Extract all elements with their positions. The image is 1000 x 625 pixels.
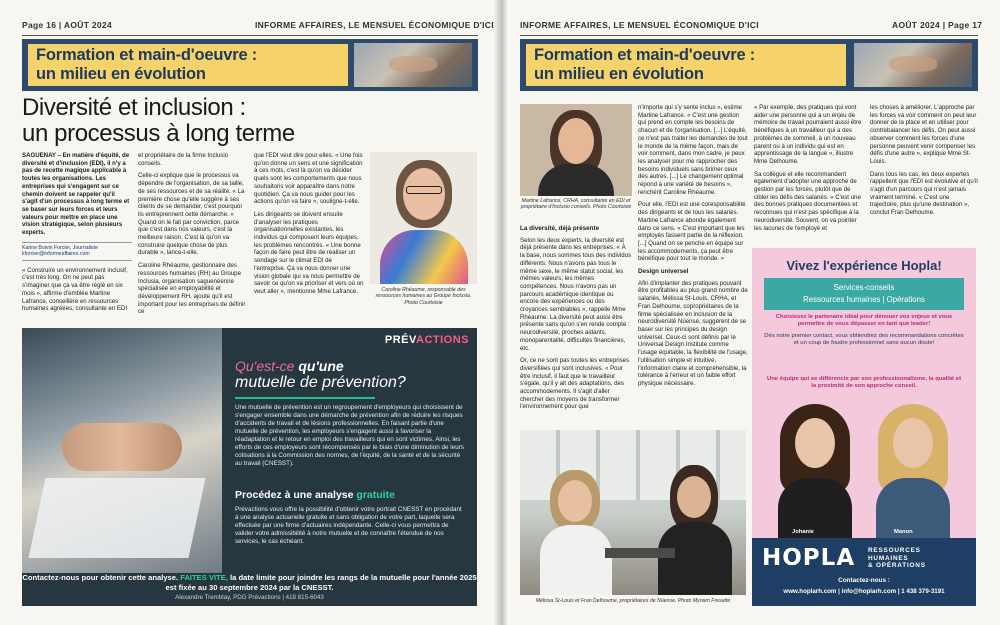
banner-title-box: [526, 44, 846, 86]
banner-title-line2: un milieu en évolution: [36, 65, 206, 83]
ad-contact: Alexandre Tremblay, PDG Prévactions | 418 815-6043: [175, 594, 324, 601]
paragraph: que l'EDI veut dire pour elles. « Une fois qu'on donne un sens et une signification à ces mots, c'est là qu'on va décider quels sont les comportements que nous souhaitons voir apparaître dans notre quotidien. Ça va nous guider pour les actions qu'on va faire », souligne-t-elle.: [254, 152, 363, 206]
banner-photo: [354, 43, 472, 87]
ad-body-1: Une mutuelle de prévention est un regroupement d'employeurs qui choisissent de s'engager ensemble dans une démarche de prévention afin de réduire les risques d'accidents de travail et de lésions professionnelles. En faisant partie d'une mutuelle de prévention, les employeurs s'engagent aussi à favoriser la réadaptation et le retour en emploi des travailleurs qui en sont victimes. Ainsi, les efforts de ces employeurs sont récompensés par le biais d'une diminution de leurs cotisations à la Commission des normes, de l'équité, de la santé et de la sécurité au travail (CNESST).: [235, 404, 464, 467]
article-column-2: [138, 152, 248, 324]
paragraph: Afin d'implanter des pratiques pouvant être profitables au plus grand nombre de salariés, Mélissa St-Louis, CRHA, et Fran Delhoume, copropriétaires de la firme spécialisée en inclusion de la neurodiversité Nüense, suggèrent de se baser sur les principes du design universel. Ceux-ci sont définis par le Universal Design Institute comme l'usage équitable, la flexibilité de l'usage, l'utilisation simple et intuitive, l'information claire et compréhensible, la tolérance à l'erreur et un faible effort physique nécessaire.: [638, 279, 748, 387]
byline-name: Karine Boivin Forcier, Journaliste: [22, 244, 98, 251]
ad-footer: Contactez-nous pour obtenir cette analyse. FAITES VITE, la date limite pour joindre les rangs de la mutuelle pour l'année 2025 est fixée au 30 septembre 2024 par la CNESST.: [22, 573, 477, 592]
hopla-contact-info: www.hoplarh.com | info@hoplarh.com | 1 438 379-3191: [783, 588, 945, 595]
banner-title-line2: un milieu en évolution: [534, 65, 704, 83]
prevactions-logo: PRÉVACTIONS: [384, 334, 469, 346]
paragraph: « Construire un environnement inclusif, c'est très long. On ne peut pas s'imaginer que ça va être réglé en six mois », affirme d'emblée Martine Lafrance, conseillère en ressources humaines agréées, consultante en EDI: [22, 266, 128, 313]
advertisement-prevactions: [22, 328, 477, 606]
photo-caption-nuense: Mélissa St-Louis et Fran Delhoume, propriétaires de Nüense. Photo Myriam Fresette: [535, 598, 731, 604]
banner-title-line1: Formation et main-d'oeuvre :: [534, 46, 756, 64]
folio-publication-right: INFORME AFFAIRES, LE MENSUEL ÉCONOMIQUE D'ICI: [520, 20, 759, 30]
hopla-text-2: Une équipe qui se différencie par son professionnalisme, la qualité et la proximité de son approche conseil.: [766, 376, 962, 390]
hopla-logo-bar: [752, 538, 976, 606]
person-name-manon: Manon: [894, 529, 913, 535]
article-column-1: [22, 152, 132, 324]
section-banner: [22, 39, 478, 91]
folio-rule: [22, 35, 478, 36]
banner-photo: [854, 43, 972, 87]
article-column-r4: [870, 104, 978, 244]
paragraph: Or, ce ne sont pas toutes les entreprises diversifiées qui sont inclusives. « Pour être inclusif, il faut que le travailleur s'égale, qu'il y ait des adaptations, des accommodements. Il s'agit d'aller chercher des moyens de transformer l'environnement pour que: [520, 357, 630, 411]
paragraph: Pour elle, l'EDI est une coresponsabilité des dirigeants et de tous les salariés. Martine Lafrance abonde également dans ce sens. « C'est important que les employés fassent partie de la réflexion. [...] Quand on se penche en équipe sur les accommodements, ça peut être bénéfique pour tout le monde. »: [638, 201, 746, 263]
folio-rule: [520, 35, 978, 36]
paragraph: Celle-ci explique que le processus va dépendre de l'organisation, de sa taille, de ses ressources et de sa réalité. « La première chose qu'elle suggère à ses clients de se demander, c'est pourquoi ils entreprennent cette démarche. « Quand on le fait par conviction, parce que c'est dans nos valeurs, c'est la meilleure raison. C'est là qu'on va construire quelque chose de plus durable », lance-t-elle.: [138, 172, 245, 257]
paragraph: Dans tous les cas, les deux expertes rappellent que l'EDI est évolutive et qu'il s'agit d'un parcours qui n'est jamais vraiment terminé. « C'est une trajectoire, plus qu'une destination », conclut Fran Delhoume.: [870, 170, 978, 217]
banner-title-box: [28, 44, 348, 86]
article-lead: SAGUENAY – En matière d'équité, de diversité et d'inclusion (EDI), il n'y a pas de recette magique applicable à toutes les organisations. Les entreprises qui s'engagent sur ce chemin doivent se rappeler qu'il s'agit d'un processus à long terme et se baser sur leurs forces et leurs valeurs pour mettre en place une vision stratégique, selon plusieurs experts.: [22, 152, 130, 237]
headline-line1: Diversité et inclusion :: [22, 94, 246, 121]
hopla-text-1: Choisissez le partenaire idéal pour dénouer vos enjeux et vous permettre de vous dépasser en tant que leader! Dès notre premier contact, vous obtiendrez des recommandations concrètes et un coup de foudre professionnel sans aucun doute!: [764, 314, 964, 347]
photo-caption-martine: Martine Lafrance, CRHA, consultante en EDI et propriétaire d'Inclusio conseils. Photo Courtoisie: [520, 198, 632, 211]
paragraph: Sa collègue et elle recommandent également d'adopter une approche de gestion par les forces, plutôt que de cibler les défis des salariés. « C'est une des bonnes pratiques documentées et reconnues qui n'est pas spécifique à la neurodiversité. Souvent, on va pointer les lacunes de l'employé et: [754, 170, 861, 232]
subhead-diversite: La diversité, déjà présente: [520, 225, 600, 232]
advertisement-hopla: [752, 248, 976, 606]
portrait-photo-caroline: [370, 152, 477, 284]
paragraph: Caroline Rhéaume, gestionnaire des ressources humaines (RH) au Groupe Inclusia, organisation saguenéenne spécialisée en employabilité et développement RH, ajoute qu'il est important pour les entreprises de définir ce: [138, 262, 246, 316]
subhead-design-universel: Design universel: [638, 268, 689, 276]
section-banner: [520, 39, 978, 91]
banner-title-line1: Formation et main-d'oeuvre :: [36, 46, 258, 64]
right-page: [500, 0, 1000, 625]
folio-right: AOÛT 2024 | Page 17: [892, 20, 983, 30]
paragraph: et propriétaire de la firme Inclusio conseils.: [138, 152, 229, 167]
article-column-3: [254, 152, 364, 324]
article-column-r2: [638, 104, 748, 424]
portrait-photo-martine: [520, 104, 632, 196]
hopla-logo: HOPLA: [762, 545, 856, 571]
paragraph: « Par exemple, des pratiques qui vont aider une personne qui a un enjeu de mémoire de travail pourraient aussi être bénéfiques à un travailleur qui a des problèmes de sommeil, à un nouveau parent ou à un individu qui est en apprentissage de la langue », illustre Mme Delhoume.: [754, 104, 862, 165]
photo-caption-caroline: Caroline Rhéaume, responsable des ressources humaines au Groupe Inclusia. Photo Courtoisie: [370, 287, 477, 306]
book-spine: [494, 0, 508, 625]
hopla-logo-subtitle: RESSOURCES HUMAINES & OPÉRATIONS: [868, 547, 926, 570]
paragraph: les choses à améliorer. L'approche par les forces va voir comment on peut leur donner de la place et en utiliser pour contrebalancer les défis. On peut aussi observer comment les forces d'une personne peuvent venir compenser les défis d'une autre », explique Mme St-Louis.: [870, 104, 977, 165]
byline-email: kforcier@informeaffaires.com: [22, 251, 90, 258]
folio-publication-left: INFORME AFFAIRES, LE MENSUEL ÉCONOMIQUE D'ICI: [255, 20, 494, 30]
headline-line2: un processus à long terme: [22, 120, 295, 147]
article-column-r3: [754, 104, 866, 244]
photo-nuense-owners: [520, 430, 746, 595]
hopla-contact-heading: Contactez-nous :: [838, 577, 890, 584]
handshake-photo: [22, 328, 222, 573]
article-column-r1: [520, 224, 632, 424]
hopla-team-photo: [764, 400, 964, 538]
ad-question-line2: mutuelle de prévention?: [235, 374, 406, 391]
paragraph: Selon les deux experts, la diversité est déjà présente dans les entreprises. « À la base, nous sommes tous des individus différents. Nous n'avons pas tous le même sexe, le même statut social, les mêmes valeurs, les mêmes compétences. Nous n'avons pas un parcours académique identique ou encore des expériences ou des croyances semblables », rappelle Mme Rhéaume. La diversité peut aussi être présente sans qu'on s'en rende compte : neurodiversité, proches aidants, monoparentalité, difficultés financières, etc.: [520, 236, 632, 352]
photo-credit: Photo Courtoisie: [404, 299, 443, 306]
article-headline: [22, 95, 295, 147]
ad-question-line1: Qu'est-ce qu'une: [235, 358, 344, 374]
paragraph: n'importe qui s'y sente inclus », estime Martine Lafrance. « C'est une gestion qui prend en compte les besoins de chacun et de l'organisation. [...] L'équité, ce n'est pas traiter les demandes de tout le monde de la même façon, mais de voir comment, dans mon cadre, je peux les analyser pour me rapprocher des besoins individuels sans brimer ceux des autres. [...] Le changement optimal répond à une variété de besoins », renchérit Caroline Rhéaume.: [638, 104, 748, 196]
hopla-services: Services-conseils Ressources humaines | Opérations: [764, 278, 964, 310]
hopla-title: Vivez l'expérience Hopla!: [786, 258, 942, 273]
accent-line: [235, 397, 375, 399]
byline: [22, 242, 132, 261]
ad-cta-heading: Procédez à une analyse gratuite: [235, 489, 395, 501]
paragraph: Les dirigeants se doivent ensuite d'analyser les pratiques organisationnelles existantes, les individus qui composent leurs équipes, les problèmes rencontrés. « Une bonne façon de faire peut être de réaliser un sondage sur le climat EDI de l'entreprise. Ça va nous donner une vision globale qui va nous permettre de savoir ce qu'on va prioriser et vers où on veut aller », mentionne Mme Lafrance.: [254, 210, 364, 295]
person-name-johanie: Johanie: [792, 529, 814, 535]
folio-left: Page 16 | AOÛT 2024: [22, 20, 112, 30]
ad-body-2: Prévactions vous offre la possibilité d'obtenir votre portrait CNESST en procédant à une analyse actuarielle gratuite et sans obligation de votre part, laquelle sera effectuée par une firme d'actuaires indépendante. Celle-ci vous permettra de valider votre admissibilité à notre mutuelle et de connaître l'étendue de nos services, le cas échéant.: [235, 506, 462, 545]
